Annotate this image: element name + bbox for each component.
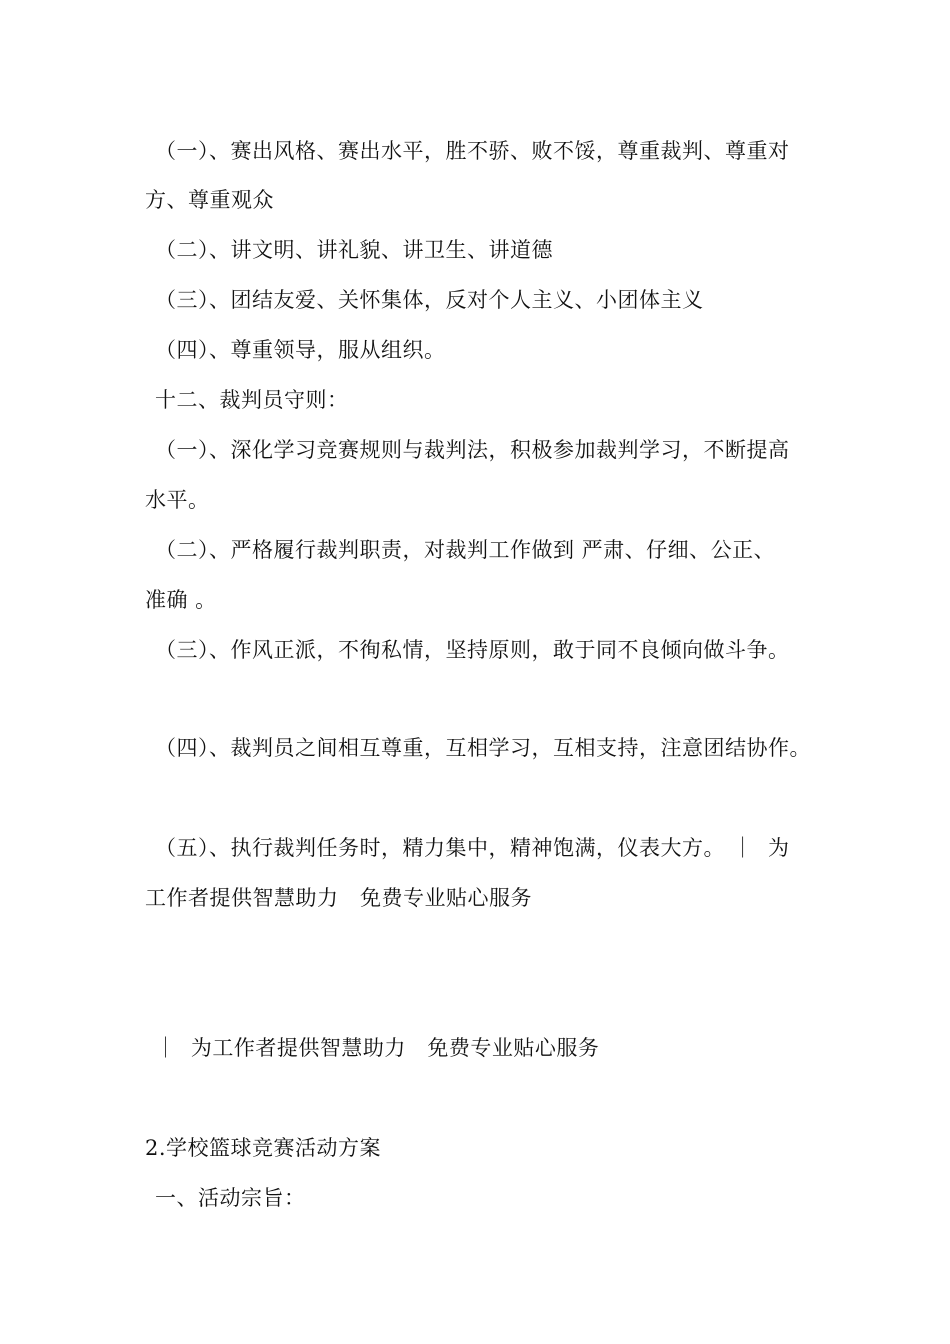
text-line: （三）、作风正派，不徇私情，坚持原则，敢于同不良倾向做斗争。 xyxy=(155,638,790,662)
footer-banner: ｜ 为工作者提供智慧助力 免费专业贴心服务 xyxy=(155,1036,600,1060)
text-line: （二）、严格履行裁判职责，对裁判工作做到 严肃、仔细、公正、 xyxy=(155,538,776,562)
text-line: 准确 。 xyxy=(145,588,217,612)
document-title: 2.学校篮球竞赛活动方案 xyxy=(145,1136,382,1160)
text-line: （二）、讲文明、讲礼貌、讲卫生、讲道德 xyxy=(155,238,553,262)
section-heading: 十二、裁判员守则： xyxy=(155,388,349,412)
text-line: （三）、团结友爱、关怀集体，反对个人主义、小团体主义 xyxy=(155,288,704,312)
text-line: （一）、深化学习竞赛规则与裁判法，积极参加裁判学习，不断提高 xyxy=(155,438,790,462)
text-line: （一）、赛出风格、赛出水平，胜不骄、败不馁，尊重裁判、尊重对 xyxy=(155,139,790,163)
text-line: （四）、尊重领导，服从组织。 xyxy=(155,338,446,362)
section-heading: 一、活动宗旨： xyxy=(155,1186,306,1210)
text-line: （四）、裁判员之间相互尊重，互相学习，互相支持，注意团结协作。 xyxy=(155,736,811,760)
text-line: （五）、执行裁判任务时，精力集中，精神饱满，仪表大方。 ｜ 为 xyxy=(155,836,790,860)
text-line: 工作者提供智慧助力 免费专业贴心服务 xyxy=(145,886,533,910)
text-line: 方、尊重观众 xyxy=(145,188,274,212)
text-line: 水平。 xyxy=(145,488,210,512)
